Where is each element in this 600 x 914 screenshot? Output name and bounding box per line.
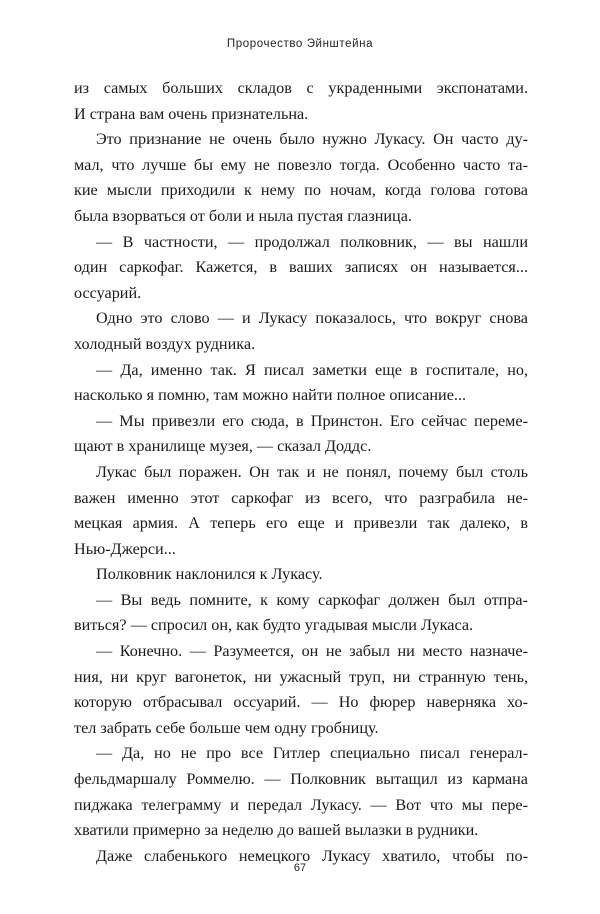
text-line: из самых больших складов с украденными экспонатами.	[74, 79, 528, 97]
text-line: — Да, но не про все Гитлер специально писал генерал-	[96, 744, 528, 763]
text-line: Лукас был поражен. Он так и не понял, почему был столь	[96, 462, 528, 481]
text-line: фельдмаршалу Роммелю. — Полковник вытащил из кармана	[74, 770, 528, 789]
text-line: холодный воздух рудника.	[74, 334, 256, 353]
text-line: — Мы привезли его сюда, в Принстон. Его сейчас переме-	[96, 411, 528, 430]
text-line: Одно это слово — и Лукасу показалось, что вокруг снова	[96, 309, 528, 328]
text-line: важен именно этот саркофаг из всего, что разграбила не-	[74, 488, 528, 507]
text-line: Это признание не очень было нужно Лукасу. Он часто ду-	[96, 130, 528, 149]
text-line: тел забрать себе больше чем одну гробницу.	[74, 718, 379, 737]
text-line: щают в хранилище музея, — сказал Доддс.	[74, 437, 372, 456]
text-line: Полковник наклонился к Лукасу.	[96, 565, 323, 584]
text-line: кие мысли приходили к нему по ночам, когда голова готова	[74, 181, 528, 200]
text-line: Даже слабенького немецкого Лукасу хватило, чтобы по-	[96, 846, 528, 865]
text-line: один саркофаг. Кажется, в ваших записях он называется...	[74, 258, 528, 277]
text-line: которую отбрасывал оссуарий. — Но фюрер наверняка хо-	[74, 693, 528, 712]
text-line: мал, что лучше бы ему не повезло тогда. Особенно часто та-	[74, 155, 528, 174]
text-line: ния, ни круг вагонеток, ни ужасный труп, ни странную тень,	[74, 667, 528, 686]
text-line: насколько я помню, там можно найти полное описание...	[74, 386, 467, 405]
text-line: Нью-Джерси...	[74, 539, 176, 558]
text-line: И страна вам очень признательна.	[74, 104, 309, 123]
text-line: хватили примерно за неделю до вашей вылазки в рудники.	[74, 821, 479, 840]
text-line: — Конечно. — Разумеется, он не забыл ни место назначе-	[96, 642, 528, 661]
running-header: Пророчество Эйнштейна	[226, 38, 374, 50]
body-text	[74, 76, 528, 869]
text-line: была взорваться от боли и ныла пустая глазница.	[74, 206, 412, 225]
text-line: оссуарий.	[74, 283, 142, 302]
text-line: — В частности, — продолжал полковник, — вы нашли	[96, 232, 528, 251]
text-line: — Вы ведь помните, к кому саркофаг должен был отпра-	[96, 590, 528, 609]
text-line: пиджака телеграмму и передал Лукасу. — Вот что мы пере-	[74, 795, 528, 814]
text-line: виться? — спросил он, как будто угадывая мысли Лукаса.	[74, 616, 474, 635]
text-line: — Да, именно так. Я писал заметки еще в госпитале, но,	[96, 360, 528, 379]
text-line: мецкая армия. А теперь его еще и привезли так далеко, в	[74, 514, 528, 533]
page-number: 67	[293, 862, 307, 874]
